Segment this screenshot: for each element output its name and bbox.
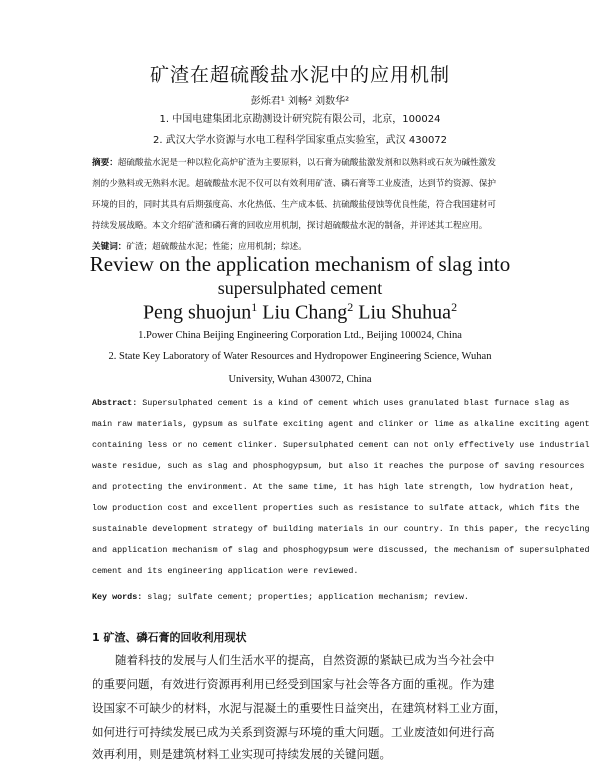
english-keywords-label: Key words: — [92, 592, 143, 602]
english-abstract-line: containing less or no cement clinker. Supersulphated cement can not only effectively use industrial — [92, 440, 590, 450]
english-abstract-line: waste residue, such as slag and phosphogypsum, but also it reaches the purpose of saving resources — [92, 461, 585, 471]
english-keywords: Key words: slag; sulfate cement; properties; application mechanism; review. — [92, 592, 469, 602]
english-abstract-line: sustainable development strategy of building materials in our country. In this paper, the recycling — [92, 524, 590, 534]
chinese-abstract-line: 剂的少熟料或无熟料水泥。超硫酸盐水泥不仅可以有效利用矿渣、磷石膏等工业废渣，达到节约资源、保护 — [92, 179, 496, 189]
chinese-authors: 彭烁君¹ 刘畅² 刘数华² — [250, 96, 350, 107]
chinese-title: 矿渣在超硫酸盐水泥中的应用机制 — [149, 64, 450, 86]
section-1-line: 随着科技的发展与人们生活水平的提高，自然资源的紧缺已成为当今社会中 — [115, 653, 495, 667]
chinese-keywords-label: 关键词： — [92, 242, 127, 252]
english-affiliation-3: University, Wuhan 430072, China — [228, 374, 372, 385]
author-name: Peng shuojun — [142, 301, 252, 324]
author-name: Liu Shuhua — [358, 301, 452, 324]
english-affiliation-1: 1.Power China Beijing Engineering Corporation Ltd., Beijing 100024, China — [138, 330, 462, 341]
english-authors: Peng shuojun$^1$ Liu Chang$^2$ Liu Shuhua$^2$ — [142, 300, 458, 324]
chinese-abstract-line: 持续发展战略。本文介绍矿渣和磷石膏的回收应用机制，探讨超硫酸盐水泥的制备，并评述其工程应用。 — [92, 221, 488, 231]
chinese-abstract-line: 摘要：超硫酸盐水泥是一种以粒化高炉矿渣为主要原料，以石膏为硫酸盐激发剂和以熟料或石灰为碱性激发 — [92, 158, 496, 168]
english-abstract-line: low production cost and excellent properties such as resistance to sulfate attack, which fits the — [92, 503, 580, 513]
english-affiliation-2: 2. State Key Laboratory of Water Resources and Hydropower Engineering Science, Wuhan — [108, 351, 492, 362]
english-abstract-label: Abstract: — [92, 398, 138, 408]
section-1-heading: 1 矿渣、磷石膏的回收利用现状 — [92, 631, 247, 644]
english-title-line-1: Review on the application mechanism of slag into — [89, 252, 511, 276]
english-title-line-2: supersulphated cement — [217, 278, 383, 298]
english-abstract-line: Abstract: Supersulphated cement is a kind of cement which uses granulated blast furnace slag as — [92, 398, 570, 408]
english-abstract-line: cement and its engineering application were reviewed. — [92, 566, 359, 576]
chinese-abstract-line: 环境的目的，同时其具有后期强度高、水化热低、生产成本低、抗硫酸盐侵蚀等优良性能，符合我国建材可 — [92, 200, 496, 210]
chinese-affiliation-2: 2. 武汉大学水资源与水电工程科学国家重点实验室，武汉 430072 — [152, 135, 448, 146]
author-name: Liu Chang — [262, 301, 348, 324]
section-1-line: 的重要问题，有效进行资源再利用已经受到国家与社会等各方面的重视。作为建 — [92, 677, 495, 691]
english-abstract-line: and protecting the environment. At the same time, it has high late strength, low hydration heat, — [92, 482, 575, 492]
english-abstract-line: main raw materials, gypsum as sulfate exciting agent and clinker or lime as alkaline exciting agent — [92, 419, 590, 429]
chinese-keywords: 关键词：矿渣；超硫酸盐水泥；性能；应用机制；综述。 — [92, 242, 307, 252]
section-1-line: 效再利用，则是建筑材料工业实现可持续发展的关键问题。 — [92, 747, 391, 761]
section-1-line: 设国家不可缺少的材料，水泥与混凝土的重要性日益突出，在建筑材料工业方面， — [92, 701, 506, 715]
chinese-affiliation-1: 1. 中国电建集团北京勘测设计研究院有限公司，北京，100024 — [159, 114, 441, 125]
chinese-abstract-label: 摘要： — [92, 158, 118, 168]
english-abstract-line: and application mechanism of slag and phosphogypsum were discussed, the mechanism of supersulphated — [92, 545, 590, 555]
section-1-line: 如何进行可持续发展已成为关系到资源与环境的重大问题。工业废渣如何进行高 — [92, 725, 495, 739]
